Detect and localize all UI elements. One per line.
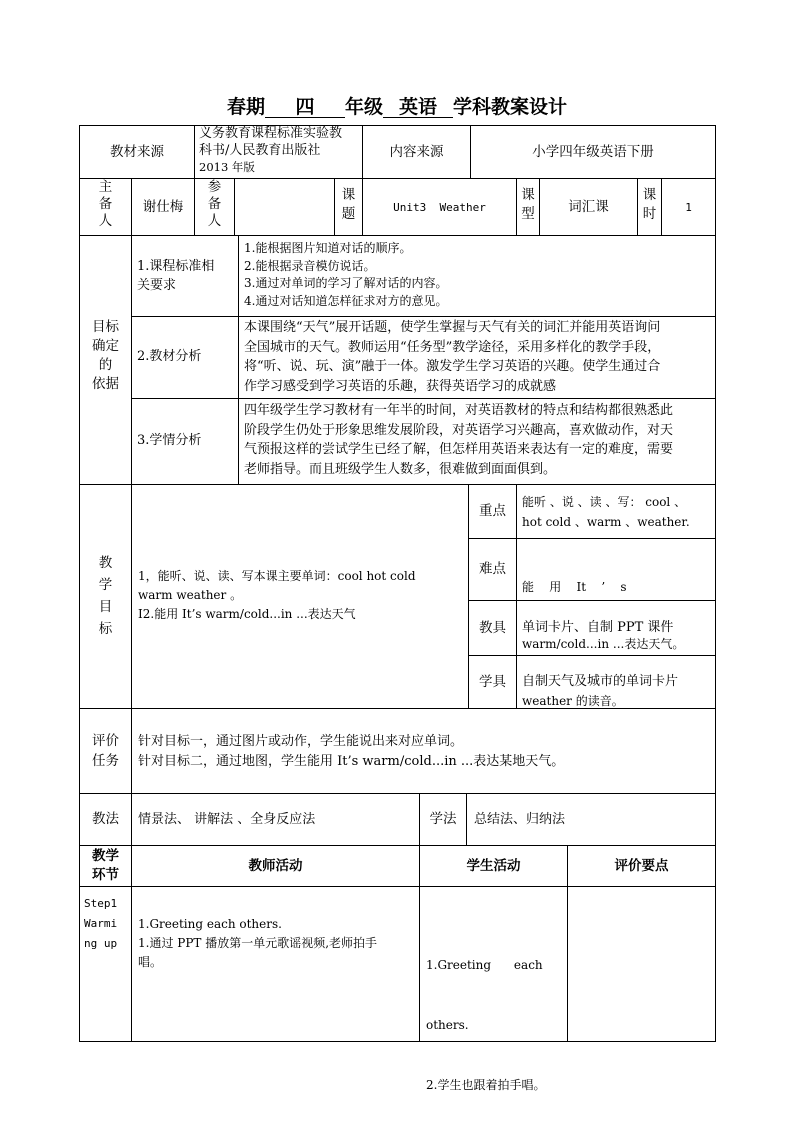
difficulty-line: weather 的读音。 <box>522 694 624 708</box>
label-char: 人 <box>207 213 222 229</box>
title-subject-label: 学科教案设计 <box>453 96 568 118</box>
rule <box>79 235 716 236</box>
label-char: 的 <box>98 357 113 373</box>
rule <box>131 708 132 793</box>
key-point-line: 能听 、说 、读 、写： cool 、 <box>522 495 687 509</box>
difficulty-label: 难点 <box>479 561 506 577</box>
learning-aids-label: 学具 <box>479 673 506 690</box>
header-line: 教学 <box>92 848 119 864</box>
label-char: 时 <box>642 206 657 222</box>
period-label <box>638 186 661 224</box>
label-line: 关要求 <box>137 278 177 293</box>
type-label <box>517 186 539 224</box>
activity-line: 1.Greeting each <box>426 958 543 972</box>
analysis-line: 将“听、说、玩、演”融于一体。激发学生学习英语的兴趣。使学生通过合 <box>244 359 661 374</box>
objective-line: 1，能听、说、读、写本课主要单词：cool hot cold <box>138 569 416 583</box>
step1-label <box>84 894 130 954</box>
rule <box>131 235 132 484</box>
activity-line: others. <box>426 1018 469 1032</box>
objectives-text <box>138 567 466 624</box>
label-char: 型 <box>521 206 535 222</box>
teaching-method-label: 教法 <box>92 811 119 827</box>
rule <box>79 886 716 887</box>
key-points-value <box>522 492 714 532</box>
title-grade-label: 年级 <box>344 96 383 118</box>
objectives-label <box>80 552 131 640</box>
activity-line: 1.Greeting each others. <box>138 917 282 931</box>
requirement-line: 4.通过对话知道怎样征求对方的意见。 <box>244 293 448 308</box>
label-char: 目 <box>98 599 113 615</box>
learning-method-value: 总结法、归纳法 <box>474 812 566 827</box>
label-char: 人 <box>98 213 113 229</box>
co-prep-value <box>235 179 334 235</box>
label-char: 依据 <box>92 376 119 392</box>
assessment-line: 针对目标二，通过地图，学生能用 It’s warm/cold...in ...表达某地天气。 <box>138 754 565 769</box>
rule <box>79 793 716 794</box>
teaching-aids-label: 教具 <box>479 619 506 636</box>
rule <box>131 793 132 845</box>
label-char: 参 <box>207 179 222 195</box>
analysis-line: 全国城市的天气。教师运用“任务型”教学途径，采用多样化的教学手段， <box>244 339 661 355</box>
rule <box>131 316 716 317</box>
step-line: Warmi <box>84 917 118 930</box>
lesson-value: Unit3 Weather <box>393 200 486 214</box>
content-source-label: 内容来源 <box>389 143 444 160</box>
learning-method-label: 学法 <box>429 811 457 827</box>
material-analysis <box>244 318 714 396</box>
analysis-line: 作学习感受到学习英语的乐趣，获得英语学习的成就感 <box>244 378 557 394</box>
label-char: 教 <box>98 555 113 571</box>
analysis-line: 四年级学生学习教材有一年半的时间，对英语教材的特点和结构都很熟悉此 <box>244 403 674 418</box>
main-prep-value: 谢仕梅 <box>142 198 184 215</box>
period-value: 1 <box>685 200 692 214</box>
material-label: 2.教材分析 <box>137 349 202 364</box>
rule <box>194 125 195 178</box>
student-analysis <box>244 401 714 479</box>
student-activity-header: 学生活动 <box>466 857 521 874</box>
rule <box>79 484 716 485</box>
analysis-line: 阶段学生仍处于形象思维发展阶段，对英语学习兴趣高，喜欢做动作，对天 <box>244 422 674 438</box>
header-line: 环节 <box>92 867 119 883</box>
requirement-line: 2.能根据录音模仿说话。 <box>244 258 376 273</box>
activity-line: 2.学生也跟着拍手唱。 <box>426 1078 546 1092</box>
key-points-label: 重点 <box>479 503 506 519</box>
analysis-line: 老师指导。而且班级学生人数多，很难做到面面俱到。 <box>244 461 557 477</box>
textbook-source-value <box>199 126 361 176</box>
label-char: 备 <box>207 196 222 212</box>
label-char: 课 <box>521 187 535 203</box>
analysis-line: 本课围绕“天气”展开话题，使学生掌握与天气有关的词汇并能用英语询问 <box>244 320 661 335</box>
step-line: ng up <box>84 937 118 950</box>
label-char: 确定 <box>92 338 119 354</box>
title-subject-value: 英语 <box>383 97 453 118</box>
standard-label <box>137 257 237 295</box>
assessment-line: 针对目标一，通过图片或动作，学生能说出来对应单词。 <box>138 734 464 749</box>
textbook-source-line: 科书/人民教育出版社 <box>199 142 321 158</box>
rule <box>131 484 132 708</box>
label-char: 课 <box>642 187 657 203</box>
assessment-label <box>80 731 131 771</box>
teaching-aids-value: 单词卡片、自制 PPT 课件 <box>522 620 674 635</box>
activity-line: 1.通过 PPT 播放第一单元歌谣视频,老师拍手 <box>138 936 378 950</box>
main-prep-label <box>80 179 131 235</box>
label-char: 课 <box>341 187 356 203</box>
type-value: 词汇课 <box>568 198 609 215</box>
objective-line: I2.能用 It’s warm/cold...in ...表达天气 <box>138 607 356 621</box>
label-char: 主 <box>98 179 113 195</box>
difficulty-line: 能 用 It ’ s <box>522 580 627 594</box>
label-char: 备 <box>98 196 113 212</box>
rule <box>131 398 716 399</box>
stage-header <box>80 847 131 885</box>
basis-label <box>80 318 131 394</box>
label-line: 任务 <box>92 753 119 769</box>
title-season: 春期 <box>226 96 265 118</box>
content-source-value: 小学四年级英语下册 <box>532 143 654 160</box>
label-char: 目标 <box>92 319 119 335</box>
key-point-line: hot cold 、warm 、weather. <box>522 515 690 529</box>
difficulty-line: warm/cold...in ...表达天气。 <box>522 637 685 651</box>
step1-teacher-activity <box>138 915 418 972</box>
label-char: 学 <box>98 577 113 593</box>
step1-student-activity <box>426 915 566 1115</box>
rule <box>79 1041 716 1042</box>
label-line: 1.课程标准相 <box>137 259 215 274</box>
co-prep-label <box>195 179 234 235</box>
rule <box>715 125 716 1042</box>
textbook-source-line: 义务教育课程标准实验教 <box>199 126 343 141</box>
teaching-method-value: 情景法、 讲解法 、全身反应法 <box>138 812 316 827</box>
lesson-label <box>335 186 362 224</box>
assessment-text <box>138 732 713 772</box>
student-label: 3.学情分析 <box>137 433 202 448</box>
rule <box>238 235 239 484</box>
requirement-line: 1.能根据图片知道对话的顺序。 <box>244 241 412 255</box>
requirement-line: 3.通过对单词的学习了解对话的内容。 <box>244 276 448 290</box>
activity-line: 唱。 <box>138 955 163 969</box>
objective-line: warm weather 。 <box>138 588 243 602</box>
rule <box>516 484 517 708</box>
title-grade-value: 四 <box>265 97 345 118</box>
learning-aids-value: 自制天气及城市的单词卡片 <box>522 674 679 689</box>
step-line: Step1 <box>84 897 118 910</box>
label-line: 评价 <box>92 733 119 749</box>
label-char: 标 <box>98 621 113 637</box>
teacher-activity-header: 教师活动 <box>248 857 303 874</box>
rule <box>466 793 467 845</box>
evaluation-header: 评价要点 <box>614 857 669 874</box>
label-char: 题 <box>341 206 356 222</box>
textbook-source-label: 教材来源 <box>110 143 164 160</box>
standard-requirements <box>244 240 714 310</box>
textbook-source-line: 2013 年版 <box>199 160 255 174</box>
analysis-line: 气预报这样的尝试学生已经了解，但怎样用英语来表达有一定的难度，需要 <box>244 442 674 457</box>
